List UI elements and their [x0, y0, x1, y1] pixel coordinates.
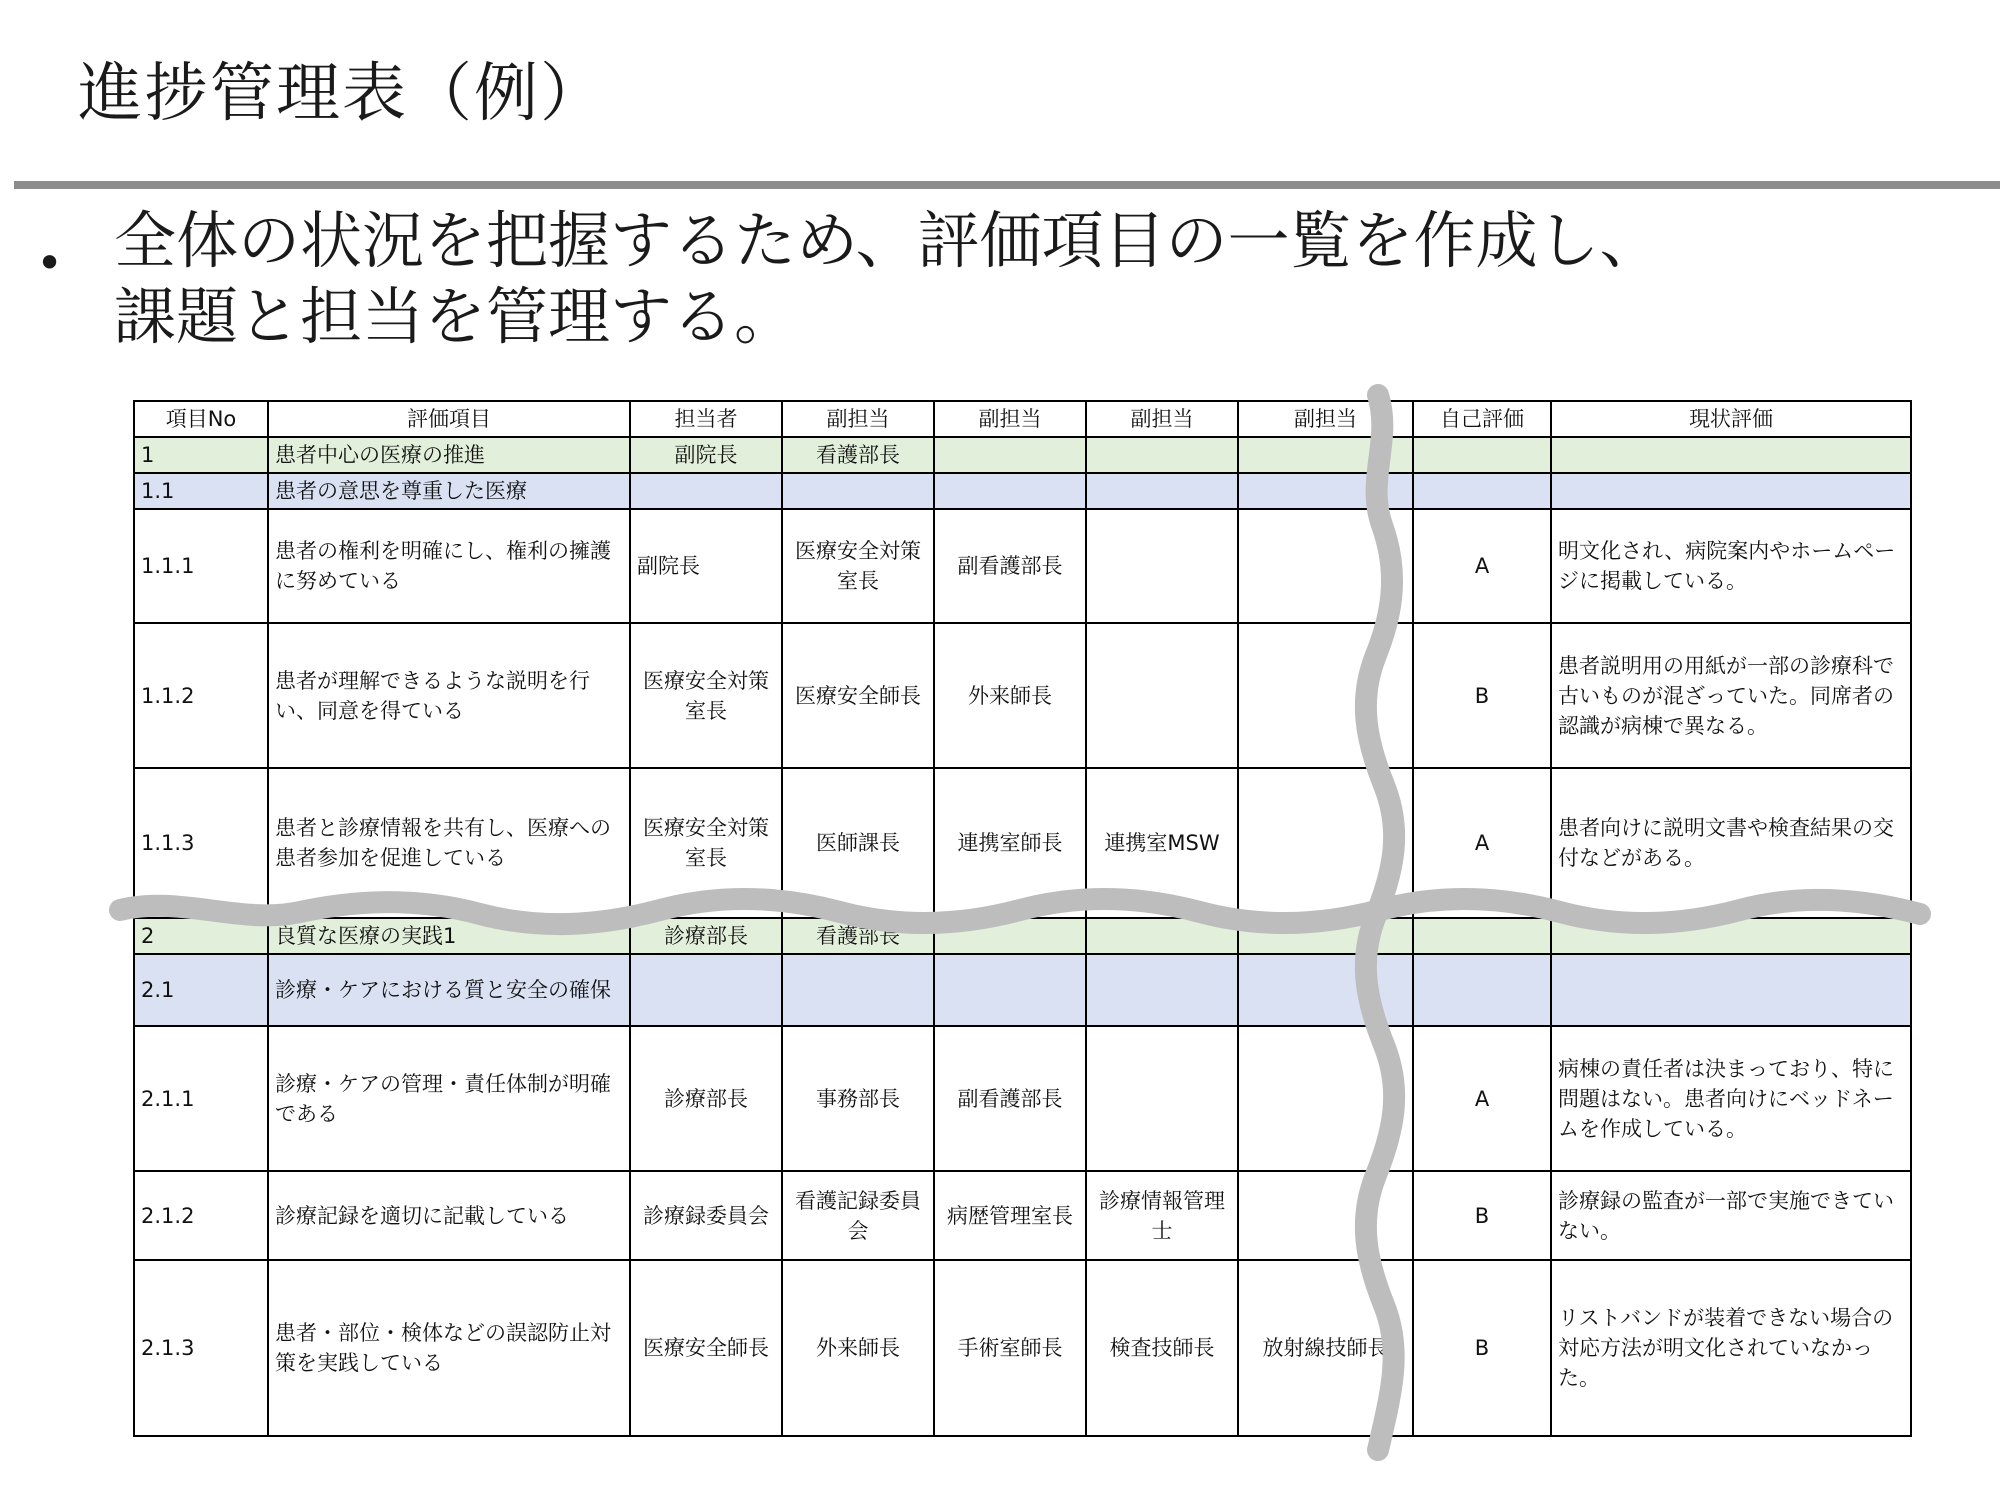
cell-deputy [1238, 509, 1413, 623]
cell-deputy [1086, 623, 1238, 768]
cell-status: 病棟の責任者は決まっており、特に問題はない。患者向けにベッドネームを作成している。 [1551, 1026, 1911, 1171]
cell-self: A [1413, 509, 1551, 623]
cell-item: 診療記録を適切に記載している [268, 1171, 630, 1260]
cell-item: 良質な医療の実践1 [268, 918, 630, 954]
cell-status [1551, 473, 1911, 509]
cell-deputy: 医療安全師長 [782, 623, 934, 768]
cell-no: 1.1 [134, 473, 268, 509]
cell-item: 診療・ケアの管理・責任体制が明確である [268, 1026, 630, 1171]
cell-no: 2.1 [134, 954, 268, 1026]
cell-self [1413, 473, 1551, 509]
cell-deputy: 医師課長 [782, 768, 934, 918]
cell-deputy: 連携室MSW [1086, 768, 1238, 918]
cell-status: 患者向けに説明文書や検査結果の交付などがある。 [1551, 768, 1911, 918]
cell-deputy [1238, 918, 1413, 954]
cell-no: 2.1.2 [134, 1171, 268, 1260]
header-deputy-4: 副担当 [1238, 401, 1413, 437]
cell-no: 2.1.3 [134, 1260, 268, 1436]
cell-self: B [1413, 1260, 1551, 1436]
cell-no: 1.1.1 [134, 509, 268, 623]
cell-status: リストバンドが装着できない場合の対応方法が明文化されていなかった。 [1551, 1260, 1911, 1436]
header-self-evaluation: 自己評価 [1413, 401, 1551, 437]
table-row [134, 954, 1911, 1026]
cell-deputy: 検査技師長 [1086, 1260, 1238, 1436]
cell-person [630, 954, 782, 1026]
cell-deputy: 看護部長 [782, 918, 934, 954]
cell-deputy: 病歴管理室長 [934, 1171, 1086, 1260]
cell-no: 2 [134, 918, 268, 954]
cell-status: 患者説明用の用紙が一部の診療科で古いものが混ざっていた。同席者の認識が病棟で異なる。 [1551, 623, 1911, 768]
cell-deputy [1086, 954, 1238, 1026]
progress-table [133, 400, 1912, 1437]
table-row [134, 437, 1911, 473]
cell-deputy: 連携室師長 [934, 768, 1086, 918]
cell-deputy [1086, 437, 1238, 473]
cell-person: 医療安全師長 [630, 1260, 782, 1436]
cell-self: A [1413, 1026, 1551, 1171]
cell-self: B [1413, 623, 1551, 768]
cell-deputy [1238, 623, 1413, 768]
cell-deputy [1238, 473, 1413, 509]
cell-self: B [1413, 1171, 1551, 1260]
table-row [134, 918, 1911, 954]
title-divider [14, 181, 2000, 189]
cell-person: 医療安全対策室長 [630, 768, 782, 918]
header-person-in-charge: 担当者 [630, 401, 782, 437]
table-row [134, 1171, 1911, 1260]
header-evaluation-item: 評価項目 [268, 401, 630, 437]
cell-status [1551, 954, 1911, 1026]
cell-person [630, 473, 782, 509]
cell-person: 診療部長 [630, 1026, 782, 1171]
cell-deputy: 看護部長 [782, 437, 934, 473]
table-row [134, 623, 1911, 768]
cell-deputy: 手術室師長 [934, 1260, 1086, 1436]
header-current-evaluation: 現状評価 [1551, 401, 1911, 437]
cell-deputy [1086, 1026, 1238, 1171]
header-deputy-1: 副担当 [782, 401, 934, 437]
table-row [134, 473, 1911, 509]
table-row [134, 768, 1911, 918]
cell-item: 患者の権利を明確にし、権利の擁護に努めている [268, 509, 630, 623]
cell-person: 診療部長 [630, 918, 782, 954]
cell-status [1551, 918, 1911, 954]
cell-deputy [934, 954, 1086, 1026]
cell-deputy: 事務部長 [782, 1026, 934, 1171]
cell-status: 診療録の監査が一部で実施できていない。 [1551, 1171, 1911, 1260]
cell-deputy: 外来師長 [934, 623, 1086, 768]
bullet-marker: • [36, 236, 64, 290]
page-title: 進捗管理表（例） [78, 57, 606, 131]
cell-deputy: 看護記録委員会 [782, 1171, 934, 1260]
cell-deputy [934, 473, 1086, 509]
cell-status: 明文化され、病院案内やホームページに掲載している。 [1551, 509, 1911, 623]
bullet-line-1: 全体の状況を把握するため、評価項目の一覧を作成し、 [114, 204, 1662, 277]
cell-person: 副院長 [630, 509, 782, 623]
cell-item: 患者の意思を尊重した医療 [268, 473, 630, 509]
cell-deputy: 医療安全対策室長 [782, 509, 934, 623]
cell-self [1413, 954, 1551, 1026]
cell-item: 患者中心の医療の推進 [268, 437, 630, 473]
cell-self [1413, 918, 1551, 954]
cell-deputy: 副看護部長 [934, 1026, 1086, 1171]
cell-deputy: 副看護部長 [934, 509, 1086, 623]
cell-item: 患者・部位・検体などの誤認防止対策を実践している [268, 1260, 630, 1436]
cell-no: 1.1.3 [134, 768, 268, 918]
cell-deputy [1086, 473, 1238, 509]
bullet-text [114, 203, 1954, 355]
cell-deputy: 診療情報管理士 [1086, 1171, 1238, 1260]
cell-deputy [1238, 437, 1413, 473]
cell-deputy [782, 473, 934, 509]
cell-deputy [934, 437, 1086, 473]
cell-item: 診療・ケアにおける質と安全の確保 [268, 954, 630, 1026]
cell-person: 医療安全対策室長 [630, 623, 782, 768]
table-row [134, 509, 1911, 623]
cell-no: 1.1.2 [134, 623, 268, 768]
cell-self: A [1413, 768, 1551, 918]
cell-no: 1 [134, 437, 268, 473]
bullet-line-2: 課題と担当を管理する。 [114, 280, 797, 353]
cell-deputy [1086, 509, 1238, 623]
cell-deputy [1086, 918, 1238, 954]
table-row [134, 1026, 1911, 1171]
cell-deputy: 放射線技師長 [1238, 1260, 1413, 1436]
header-item-no: 項目No [134, 401, 268, 437]
cell-self [1413, 437, 1551, 473]
cell-deputy: 外来師長 [782, 1260, 934, 1436]
cell-deputy [1238, 954, 1413, 1026]
cell-no: 2.1.1 [134, 1026, 268, 1171]
cell-person: 診療録委員会 [630, 1171, 782, 1260]
header-deputy-3: 副担当 [1086, 401, 1238, 437]
table-header-row [134, 401, 1911, 437]
cell-deputy [1238, 1171, 1413, 1260]
cell-status [1551, 437, 1911, 473]
cell-item: 患者と診療情報を共有し、医療への患者参加を促進している [268, 768, 630, 918]
cell-deputy [934, 918, 1086, 954]
cell-deputy [782, 954, 934, 1026]
cell-deputy [1238, 1026, 1413, 1171]
cell-person: 副院長 [630, 437, 782, 473]
cell-item: 患者が理解できるような説明を行い、同意を得ている [268, 623, 630, 768]
header-deputy-2: 副担当 [934, 401, 1086, 437]
table-row [134, 1260, 1911, 1436]
cell-deputy [1238, 768, 1413, 918]
